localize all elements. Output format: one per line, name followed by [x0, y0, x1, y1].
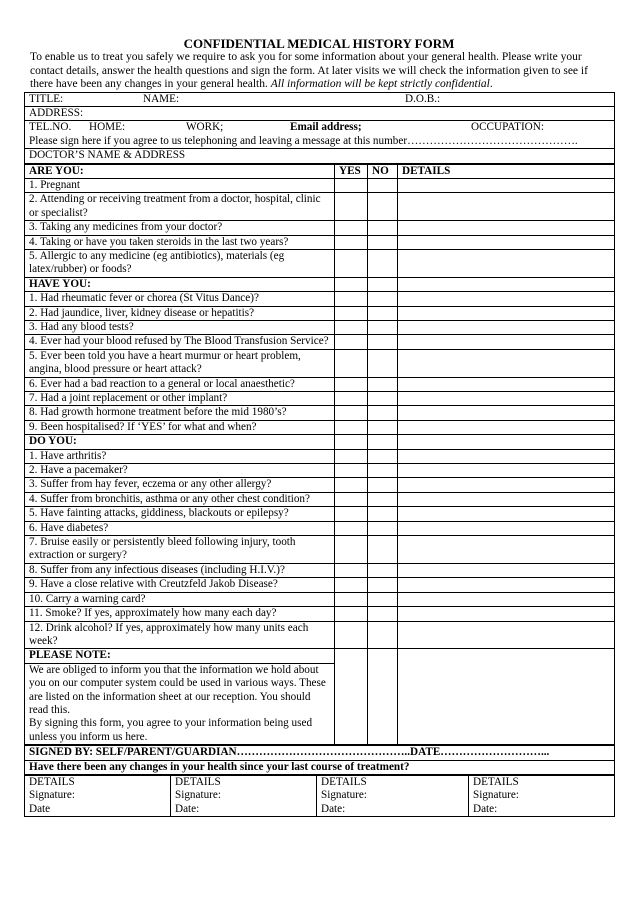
no-checkbox[interactable]: [368, 621, 398, 649]
question-row: [25, 464, 615, 478]
yes-checkbox[interactable]: [335, 607, 368, 621]
no-checkbox[interactable]: [368, 521, 398, 535]
no-cell: [368, 277, 398, 291]
question-text: 1. Had rheumatic fever or chorea (St Vitus Dance)?: [25, 292, 335, 306]
tel-label: TEL.NO.: [29, 121, 72, 134]
no-checkbox[interactable]: [368, 221, 398, 235]
no-checkbox[interactable]: [368, 292, 398, 306]
details-field[interactable]: [398, 377, 615, 391]
no-checkbox[interactable]: [368, 377, 398, 391]
details-field[interactable]: [398, 464, 615, 478]
yes-checkbox[interactable]: [335, 320, 368, 334]
followup-date: Date: [29, 802, 51, 815]
details-field[interactable]: [398, 320, 615, 334]
no-checkbox[interactable]: [368, 536, 398, 564]
question-row: [25, 249, 615, 277]
work-label: WORK;: [186, 121, 224, 134]
yes-checkbox[interactable]: [335, 306, 368, 320]
question-row: [25, 449, 615, 463]
yes-checkbox[interactable]: [335, 178, 368, 192]
yes-checkbox[interactable]: [335, 406, 368, 420]
question-row: [25, 392, 615, 406]
details-cell: [398, 277, 615, 291]
signed-by-row[interactable]: SIGNED BY: SELF/PARENT/GUARDIAN………………………………………..DATE………………………...: [25, 746, 615, 760]
question-text: 9. Have a close relative with Creutzfeld Jakob Disease?: [25, 578, 335, 592]
no-checkbox[interactable]: [368, 193, 398, 221]
question-text: 2. Attending or receiving treatment from a doctor, hospital, clinic or specialist?: [25, 193, 335, 221]
no-checkbox[interactable]: [368, 449, 398, 463]
details-field[interactable]: [398, 292, 615, 306]
intro-text: To enable us to treat you safely we require to ask you for some information about your general health. Please write your contact details, answer the health questions and sign the form. At later visits we will check the information given to see if there have been any changes in your general health.: [30, 51, 588, 90]
name-label: NAME:: [143, 92, 180, 105]
question-row: [25, 235, 615, 249]
section-heading: DO YOU:: [25, 435, 335, 449]
details-field[interactable]: [398, 578, 615, 592]
question-row: [25, 178, 615, 192]
followup-date: Date:: [473, 802, 498, 815]
please-note-paragraph: We are obliged to inform you that the information we hold about you on our computer system could be used in various ways. These are listed on the information sheet at our reception. You should read this.: [29, 663, 326, 716]
question-row: [25, 221, 615, 235]
intro-paragraph: [30, 51, 608, 92]
details-field[interactable]: [398, 235, 615, 249]
followup-details: DETAILS: [29, 775, 75, 788]
details-field[interactable]: [398, 392, 615, 406]
no-cell: [368, 435, 398, 449]
details-field[interactable]: [398, 492, 615, 506]
phone-row[interactable]: [25, 121, 615, 149]
yes-checkbox[interactable]: [335, 507, 368, 521]
question-row: [25, 377, 615, 391]
question-row: [25, 406, 615, 420]
followup-cell[interactable]: [469, 775, 615, 816]
details-field[interactable]: [398, 249, 615, 277]
followup-signature: Signature:: [175, 789, 221, 802]
followup-signature: Signature:: [321, 789, 367, 802]
intro-confidential: All information will be kept strictly confidential: [270, 78, 490, 90]
name-row[interactable]: [25, 92, 615, 106]
details-field[interactable]: [398, 406, 615, 420]
yes-checkbox[interactable]: [335, 235, 368, 249]
details-field[interactable]: [398, 521, 615, 535]
address-row[interactable]: [25, 106, 615, 120]
question-text: 6. Have diabetes?: [25, 521, 335, 535]
question-text: 3. Had any blood tests?: [25, 320, 335, 334]
email-label: Email address;: [290, 121, 362, 134]
question-row: [25, 578, 615, 592]
yes-checkbox[interactable]: [335, 621, 368, 649]
no-checkbox[interactable]: [368, 349, 398, 377]
home-label: HOME:: [89, 121, 126, 134]
question-row: [25, 306, 615, 320]
yes-checkbox[interactable]: [335, 377, 368, 391]
yes-checkbox[interactable]: [335, 478, 368, 492]
details-field[interactable]: [398, 221, 615, 235]
yes-checkbox[interactable]: [335, 392, 368, 406]
please-note-consent: By signing this form, you agree to your information being used unless you inform us here.: [29, 717, 313, 743]
doctor-row[interactable]: [25, 149, 615, 163]
question-row: [25, 335, 615, 349]
question-row: [25, 507, 615, 521]
followup-cell[interactable]: [25, 775, 171, 816]
details-cell[interactable]: [398, 649, 615, 745]
yes-cell: [335, 435, 368, 449]
no-checkbox[interactable]: [368, 306, 398, 320]
yes-checkbox[interactable]: [335, 335, 368, 349]
followup-cell[interactable]: [317, 775, 469, 816]
yes-checkbox[interactable]: [335, 292, 368, 306]
question-text: 1. Have arthritis?: [25, 449, 335, 463]
no-checkbox[interactable]: [368, 320, 398, 334]
followup-signature: Signature:: [29, 789, 75, 802]
details-column-header: DETAILS: [398, 164, 615, 178]
phone-consent: Please sign here if you agree to us telephoning and leaving a message at this number……………………………………….: [29, 134, 578, 147]
question-row: [25, 349, 615, 377]
question-row: [25, 193, 615, 221]
no-checkbox[interactable]: [368, 392, 398, 406]
signature-table: [24, 745, 615, 775]
question-row: [25, 292, 615, 306]
medical-form: [24, 36, 614, 817]
form-title: CONFIDENTIAL MEDICAL HISTORY FORM: [183, 36, 455, 51]
details-field[interactable]: [398, 507, 615, 521]
question-text: 6. Ever had a bad reaction to a general or local anaesthetic?: [25, 377, 335, 391]
no-checkbox[interactable]: [368, 578, 398, 592]
question-text: 10. Carry a warning card?: [25, 592, 335, 606]
question-text: 1. Pregnant: [25, 178, 335, 192]
no-checkbox[interactable]: [368, 478, 398, 492]
yes-checkbox[interactable]: [335, 420, 368, 434]
changes-question: Have there been any changes in your health since your last course of treatment?: [25, 760, 615, 774]
question-text: 12. Drink alcohol? If yes, approximately how many units each week?: [25, 621, 335, 649]
intro-end: .: [489, 78, 493, 90]
followup-date: Date:: [321, 802, 346, 815]
details-field[interactable]: [398, 420, 615, 434]
question-text: 4. Ever had your blood refused by The Blood Transfusion Service?: [25, 335, 335, 349]
title-label: TITLE:: [29, 92, 64, 105]
no-checkbox[interactable]: [368, 249, 398, 277]
yes-checkbox[interactable]: [335, 249, 368, 277]
followup-signature: Signature:: [473, 789, 519, 802]
yes-checkbox[interactable]: [335, 563, 368, 577]
question-text: 11. Smoke? If yes, approximately how many each day?: [25, 607, 335, 621]
section-heading: ARE YOU:: [25, 164, 335, 178]
questions-table: [24, 164, 615, 746]
yes-checkbox[interactable]: [335, 193, 368, 221]
details-field[interactable]: [398, 193, 615, 221]
question-row: [25, 492, 615, 506]
section-heading: HAVE YOU:: [25, 277, 335, 291]
details-field[interactable]: [398, 306, 615, 320]
yes-checkbox[interactable]: [335, 449, 368, 463]
followup-cell[interactable]: [171, 775, 317, 816]
question-row: [25, 320, 615, 334]
question-row: [25, 478, 615, 492]
details-field[interactable]: [398, 621, 615, 649]
no-checkbox[interactable]: [368, 178, 398, 192]
question-text: 8. Had growth hormone treatment before the mid 1980’s?: [25, 406, 335, 420]
no-checkbox[interactable]: [368, 335, 398, 349]
no-checkbox[interactable]: [368, 607, 398, 621]
address-label: ADDRESS:: [29, 106, 84, 119]
question-text: 9. Been hospitalised? If ‘YES’ for what and when?: [25, 420, 335, 434]
question-text: 2. Had jaundice, liver, kidney disease or hepatitis?: [25, 306, 335, 320]
contact-table: [24, 92, 615, 164]
yes-checkbox[interactable]: [335, 592, 368, 606]
question-text: 8. Suffer from any infectious diseases (including H.I.V.)?: [25, 563, 335, 577]
question-row: [25, 607, 615, 621]
question-row: [25, 563, 615, 577]
occupation-label: OCCUPATION:: [471, 121, 544, 134]
details-field[interactable]: [398, 478, 615, 492]
yes-checkbox[interactable]: [335, 521, 368, 535]
no-checkbox[interactable]: [368, 464, 398, 478]
details-field[interactable]: [398, 592, 615, 606]
question-row: [25, 521, 615, 535]
section-header-row: [25, 277, 615, 291]
followup-details: DETAILS: [321, 775, 367, 788]
yes-checkbox[interactable]: [335, 221, 368, 235]
question-text: 3. Suffer from hay fever, eczema or any other allergy?: [25, 478, 335, 492]
details-field[interactable]: [398, 449, 615, 463]
question-row: [25, 621, 615, 649]
yes-checkbox[interactable]: [335, 349, 368, 377]
details-field[interactable]: [398, 178, 615, 192]
no-checkbox[interactable]: [368, 507, 398, 521]
question-text: 7. Had a joint replacement or other implant?: [25, 392, 335, 406]
question-text: 7. Bruise easily or persistently bleed following injury, tooth extraction or surgery?: [25, 536, 335, 564]
yes-checkbox[interactable]: [335, 578, 368, 592]
section-header-row: [25, 435, 615, 449]
question-text: 4. Suffer from bronchitis, asthma or any other chest condition?: [25, 492, 335, 506]
question-row: [25, 536, 615, 564]
question-text: 5. Allergic to any medicine (eg antibiotics), materials (eg latex/rubber) or foods?: [25, 249, 335, 277]
question-text: 3. Taking any medicines from your doctor?: [25, 221, 335, 235]
yes-column-header: YES: [335, 164, 368, 178]
no-checkbox[interactable]: [368, 563, 398, 577]
please-note-header-row: [25, 649, 615, 663]
details-field[interactable]: [398, 563, 615, 577]
question-text: 5. Ever been told you have a heart murmur or heart problem, angina, blood pressure or heart attack?: [25, 349, 335, 377]
question-text: 5. Have fainting attacks, giddiness, blackouts or epilepsy?: [25, 507, 335, 521]
no-cell: [368, 649, 398, 745]
no-checkbox[interactable]: [368, 492, 398, 506]
yes-checkbox[interactable]: [335, 464, 368, 478]
no-column-header: NO: [368, 164, 398, 178]
details-field[interactable]: [398, 349, 615, 377]
no-checkbox[interactable]: [368, 235, 398, 249]
yes-cell: [335, 649, 368, 745]
dob-label: D.O.B.:: [405, 92, 441, 105]
section-header-row: [25, 164, 615, 178]
details-field[interactable]: [398, 607, 615, 621]
followup-table: [24, 775, 615, 817]
question-text: 4. Taking or have you taken steroids in the last two years?: [25, 235, 335, 249]
no-checkbox[interactable]: [368, 406, 398, 420]
details-cell: [398, 435, 615, 449]
details-field[interactable]: [398, 335, 615, 349]
yes-checkbox[interactable]: [335, 536, 368, 564]
question-row: [25, 592, 615, 606]
followup-date: Date:: [175, 802, 200, 815]
details-field[interactable]: [398, 536, 615, 564]
question-text: 2. Have a pacemaker?: [25, 464, 335, 478]
please-note-text: [25, 663, 335, 744]
no-checkbox[interactable]: [368, 420, 398, 434]
doctor-label: DOCTOR’S NAME & ADDRESS: [29, 149, 186, 162]
please-note-heading: PLEASE NOTE:: [25, 649, 335, 663]
yes-checkbox[interactable]: [335, 492, 368, 506]
followup-details: DETAILS: [175, 775, 221, 788]
no-checkbox[interactable]: [368, 592, 398, 606]
followup-details: DETAILS: [473, 775, 519, 788]
question-row: [25, 420, 615, 434]
yes-cell: [335, 277, 368, 291]
